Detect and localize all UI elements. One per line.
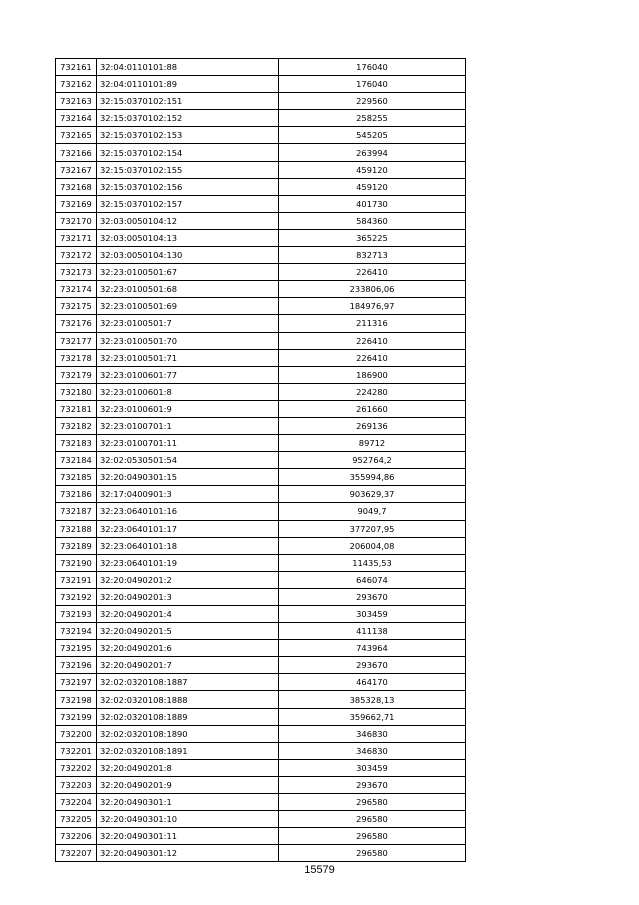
row-number-cell: 732194 <box>56 623 97 640</box>
cadastral-value-cell: 89712 <box>279 435 466 452</box>
cadastral-value-cell: 176040 <box>279 59 466 76</box>
table-row <box>56 93 466 110</box>
page-number: 15579 <box>304 864 335 876</box>
cadastral-value-cell: 832713 <box>279 247 466 264</box>
table-row <box>56 469 466 486</box>
cadastral-number-cell: 32:23:0100501:69 <box>97 298 279 315</box>
table-row <box>56 366 466 383</box>
cadastral-number-cell: 32:15:0370102:155 <box>97 161 279 178</box>
row-number-cell: 732178 <box>56 349 97 366</box>
cadastral-number-cell: 32:20:0490201:5 <box>97 623 279 640</box>
row-number-cell: 732176 <box>56 315 97 332</box>
cadastral-number-cell: 32:23:0100601:77 <box>97 366 279 383</box>
table-row <box>56 127 466 144</box>
cadastral-number-cell: 32:03:0050104:130 <box>97 247 279 264</box>
table-row <box>56 400 466 417</box>
cadastral-value-cell: 226410 <box>279 264 466 281</box>
cadastral-value-cell: 293670 <box>279 776 466 793</box>
cadastral-number-cell: 32:15:0370102:152 <box>97 110 279 127</box>
cadastral-value-cell: 184976,97 <box>279 298 466 315</box>
table-row <box>56 503 466 520</box>
row-number-cell: 732202 <box>56 759 97 776</box>
row-number-cell: 732187 <box>56 503 97 520</box>
table-row <box>56 486 466 503</box>
cadastral-number-cell: 32:20:0490201:8 <box>97 759 279 776</box>
row-number-cell: 732198 <box>56 691 97 708</box>
cadastral-value-cell: 296580 <box>279 828 466 845</box>
cadastral-number-cell: 32:02:0320108:1889 <box>97 708 279 725</box>
row-number-cell: 732163 <box>56 93 97 110</box>
table-row <box>56 264 466 281</box>
row-number-cell: 732180 <box>56 383 97 400</box>
row-number-cell: 732161 <box>56 59 97 76</box>
cadastral-value-cell: 545205 <box>279 127 466 144</box>
table-row <box>56 144 466 161</box>
table-row <box>56 776 466 793</box>
row-number-cell: 732179 <box>56 366 97 383</box>
row-number-cell: 732175 <box>56 298 97 315</box>
row-number-cell: 732177 <box>56 332 97 349</box>
cadastral-number-cell: 32:23:0640101:19 <box>97 554 279 571</box>
cadastral-value-cell: 11435,53 <box>279 554 466 571</box>
cadastral-number-cell: 32:23:0640101:17 <box>97 520 279 537</box>
cadastral-value-cell: 459120 <box>279 178 466 195</box>
cadastral-value-cell: 9049,7 <box>279 503 466 520</box>
table-row <box>56 759 466 776</box>
cadastral-number-cell: 32:20:0490201:6 <box>97 640 279 657</box>
row-number-cell: 732181 <box>56 400 97 417</box>
cadastral-value-cell: 346830 <box>279 742 466 759</box>
table-row <box>56 195 466 212</box>
cadastral-value-cell: 952764,2 <box>279 452 466 469</box>
cadastral-value-cell: 293670 <box>279 588 466 605</box>
cadastral-value-cell: 464170 <box>279 674 466 691</box>
cadastral-number-cell: 32:23:0100501:67 <box>97 264 279 281</box>
table-row <box>56 674 466 691</box>
table-body <box>56 59 466 862</box>
table-row <box>56 811 466 828</box>
cadastral-value-cell: 303459 <box>279 606 466 623</box>
cadastral-value-cell: 459120 <box>279 161 466 178</box>
cadastral-number-cell: 32:20:0490301:12 <box>97 845 279 862</box>
cadastral-value-cell: 226410 <box>279 349 466 366</box>
cadastral-value-cell: 355994,86 <box>279 469 466 486</box>
table-row <box>56 298 466 315</box>
table-row <box>56 229 466 246</box>
table-row <box>56 828 466 845</box>
cadastral-number-cell: 32:15:0370102:153 <box>97 127 279 144</box>
cadastral-value-cell: 226410 <box>279 332 466 349</box>
cadastral-value-cell: 261660 <box>279 400 466 417</box>
cadastral-number-cell: 32:23:0100501:7 <box>97 315 279 332</box>
table-row <box>56 606 466 623</box>
table-row <box>56 725 466 742</box>
cadastral-value-cell: 296580 <box>279 811 466 828</box>
table-row <box>56 383 466 400</box>
cadastral-value-cell: 176040 <box>279 76 466 93</box>
cadastral-value-table <box>55 58 466 862</box>
cadastral-value-cell: 743964 <box>279 640 466 657</box>
table-row <box>56 554 466 571</box>
row-number-cell: 732172 <box>56 247 97 264</box>
cadastral-number-cell: 32:23:0640101:18 <box>97 537 279 554</box>
row-number-cell: 732206 <box>56 828 97 845</box>
table-row <box>56 110 466 127</box>
row-number-cell: 732165 <box>56 127 97 144</box>
table-row <box>56 571 466 588</box>
row-number-cell: 732195 <box>56 640 97 657</box>
table-row <box>56 691 466 708</box>
cadastral-number-cell: 32:15:0370102:151 <box>97 93 279 110</box>
row-number-cell: 732186 <box>56 486 97 503</box>
cadastral-value-cell: 377207,95 <box>279 520 466 537</box>
table-row <box>56 349 466 366</box>
cadastral-number-cell: 32:20:0490201:9 <box>97 776 279 793</box>
row-number-cell: 732189 <box>56 537 97 554</box>
table-row <box>56 178 466 195</box>
cadastral-number-cell: 32:20:0490301:15 <box>97 469 279 486</box>
table-row <box>56 657 466 674</box>
cadastral-value-cell: 233806,06 <box>279 281 466 298</box>
cadastral-value-cell: 365225 <box>279 229 466 246</box>
cadastral-number-cell: 32:04:0110101:88 <box>97 59 279 76</box>
table-row <box>56 708 466 725</box>
row-number-cell: 732182 <box>56 417 97 434</box>
cadastral-number-cell: 32:20:0490301:10 <box>97 811 279 828</box>
cadastral-number-cell: 32:04:0110101:89 <box>97 76 279 93</box>
cadastral-number-cell: 32:20:0490301:11 <box>97 828 279 845</box>
table-row <box>56 59 466 76</box>
table-row <box>56 76 466 93</box>
row-number-cell: 732168 <box>56 178 97 195</box>
cadastral-number-cell: 32:02:0320108:1888 <box>97 691 279 708</box>
row-number-cell: 732193 <box>56 606 97 623</box>
table-row <box>56 332 466 349</box>
table-row <box>56 537 466 554</box>
table-row <box>56 845 466 862</box>
cadastral-value-cell: 584360 <box>279 212 466 229</box>
row-number-cell: 732184 <box>56 452 97 469</box>
row-number-cell: 732191 <box>56 571 97 588</box>
row-number-cell: 732190 <box>56 554 97 571</box>
table-row <box>56 212 466 229</box>
row-number-cell: 732200 <box>56 725 97 742</box>
cadastral-value-cell: 296580 <box>279 845 466 862</box>
cadastral-value-cell: 293670 <box>279 657 466 674</box>
cadastral-value-cell: 385328,13 <box>279 691 466 708</box>
table-row <box>56 742 466 759</box>
row-number-cell: 732203 <box>56 776 97 793</box>
cadastral-number-cell: 32:17:0400901:3 <box>97 486 279 503</box>
cadastral-value-cell: 401730 <box>279 195 466 212</box>
cadastral-number-cell: 32:03:0050104:13 <box>97 229 279 246</box>
table-row <box>56 247 466 264</box>
cadastral-number-cell: 32:02:0320108:1887 <box>97 674 279 691</box>
table-row <box>56 794 466 811</box>
cadastral-value-cell: 263994 <box>279 144 466 161</box>
cadastral-number-cell: 32:03:0050104:12 <box>97 212 279 229</box>
table-row <box>56 315 466 332</box>
table-row <box>56 452 466 469</box>
table-row <box>56 161 466 178</box>
row-number-cell: 732167 <box>56 161 97 178</box>
cadastral-number-cell: 32:02:0320108:1890 <box>97 725 279 742</box>
table-row <box>56 281 466 298</box>
cadastral-number-cell: 32:20:0490201:3 <box>97 588 279 605</box>
table-row <box>56 588 466 605</box>
cadastral-value-cell: 258255 <box>279 110 466 127</box>
row-number-cell: 732201 <box>56 742 97 759</box>
row-number-cell: 732207 <box>56 845 97 862</box>
cadastral-number-cell: 32:23:0100501:70 <box>97 332 279 349</box>
cadastral-number-cell: 32:02:0530501:54 <box>97 452 279 469</box>
row-number-cell: 732170 <box>56 212 97 229</box>
cadastral-number-cell: 32:20:0490201:4 <box>97 606 279 623</box>
row-number-cell: 732162 <box>56 76 97 93</box>
row-number-cell: 732173 <box>56 264 97 281</box>
cadastral-value-cell: 229560 <box>279 93 466 110</box>
cadastral-number-cell: 32:23:0100701:11 <box>97 435 279 452</box>
cadastral-value-cell: 903629,37 <box>279 486 466 503</box>
cadastral-value-cell: 296580 <box>279 794 466 811</box>
cadastral-value-cell: 346830 <box>279 725 466 742</box>
cadastral-number-cell: 32:23:0100501:68 <box>97 281 279 298</box>
row-number-cell: 732185 <box>56 469 97 486</box>
row-number-cell: 732188 <box>56 520 97 537</box>
row-number-cell: 732192 <box>56 588 97 605</box>
row-number-cell: 732174 <box>56 281 97 298</box>
cadastral-number-cell: 32:23:0100701:1 <box>97 417 279 434</box>
table-row <box>56 640 466 657</box>
cadastral-number-cell: 32:23:0100601:8 <box>97 383 279 400</box>
cadastral-value-cell: 359662,71 <box>279 708 466 725</box>
row-number-cell: 732204 <box>56 794 97 811</box>
cadastral-value-cell: 646074 <box>279 571 466 588</box>
row-number-cell: 732183 <box>56 435 97 452</box>
row-number-cell: 732197 <box>56 674 97 691</box>
table-row <box>56 417 466 434</box>
cadastral-value-cell: 186900 <box>279 366 466 383</box>
cadastral-value-cell: 211316 <box>279 315 466 332</box>
row-number-cell: 732205 <box>56 811 97 828</box>
cadastral-number-cell: 32:23:0100501:71 <box>97 349 279 366</box>
table-row <box>56 435 466 452</box>
cadastral-value-cell: 269136 <box>279 417 466 434</box>
cadastral-number-cell: 32:23:0640101:16 <box>97 503 279 520</box>
table-row <box>56 520 466 537</box>
cadastral-number-cell: 32:02:0320108:1891 <box>97 742 279 759</box>
cadastral-number-cell: 32:20:0490201:7 <box>97 657 279 674</box>
cadastral-number-cell: 32:20:0490201:2 <box>97 571 279 588</box>
cadastral-number-cell: 32:15:0370102:156 <box>97 178 279 195</box>
row-number-cell: 732169 <box>56 195 97 212</box>
row-number-cell: 732171 <box>56 229 97 246</box>
row-number-cell: 732164 <box>56 110 97 127</box>
cadastral-number-cell: 32:23:0100601:9 <box>97 400 279 417</box>
cadastral-value-cell: 224280 <box>279 383 466 400</box>
cadastral-value-cell: 206004,08 <box>279 537 466 554</box>
cadastral-number-cell: 32:15:0370102:154 <box>97 144 279 161</box>
cadastral-value-cell: 411138 <box>279 623 466 640</box>
row-number-cell: 732166 <box>56 144 97 161</box>
cadastral-value-cell: 303459 <box>279 759 466 776</box>
cadastral-number-cell: 32:15:0370102:157 <box>97 195 279 212</box>
row-number-cell: 732199 <box>56 708 97 725</box>
row-number-cell: 732196 <box>56 657 97 674</box>
cadastral-number-cell: 32:20:0490301:1 <box>97 794 279 811</box>
table-row <box>56 623 466 640</box>
